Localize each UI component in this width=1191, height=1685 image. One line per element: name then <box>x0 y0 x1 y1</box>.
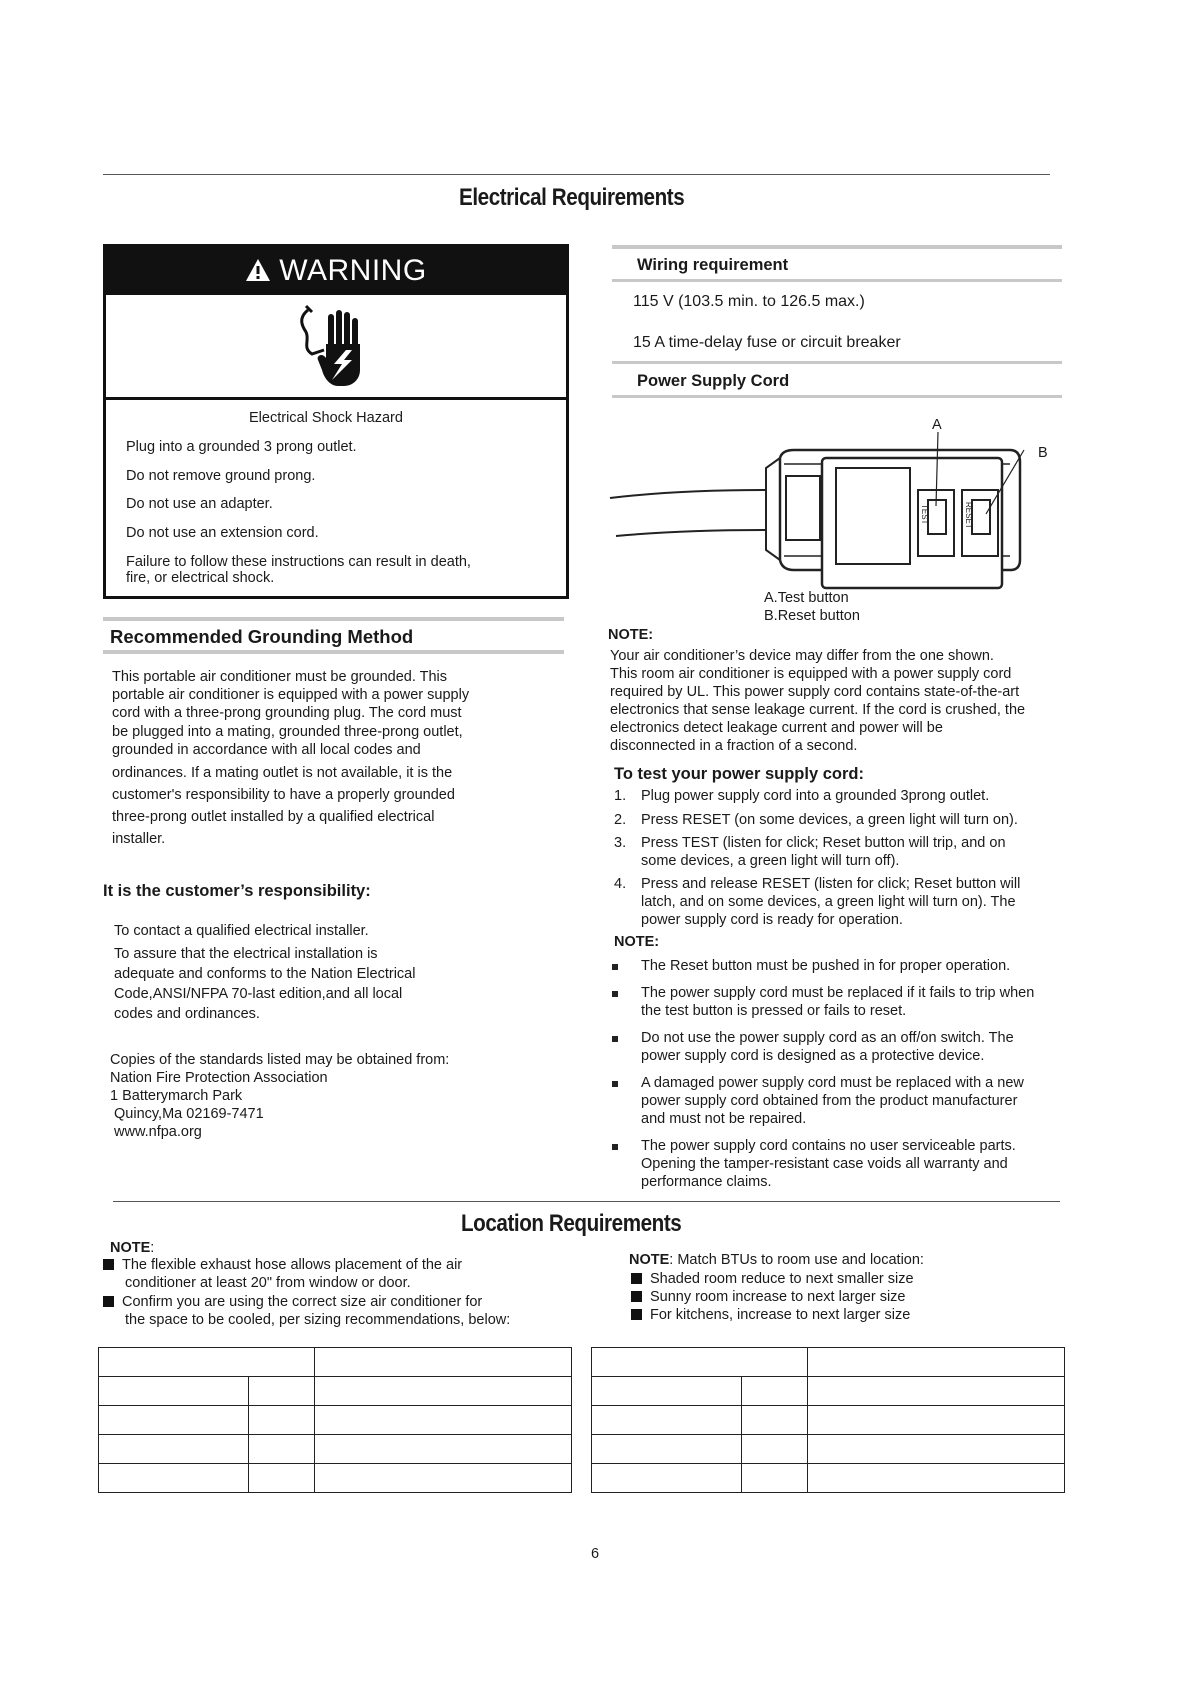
location-bullet-2-line-2: the space to be cooled, per sizing recommendations, below: <box>125 1312 511 1328</box>
grounding-para-8: three-prong outlet installed by a qualified electrical <box>112 809 435 825</box>
responsibility-line-3: adequate and conforms to the Nation Electrical <box>114 966 416 982</box>
copies-line-4: Quincy,Ma 02169-7471 <box>114 1106 264 1122</box>
note-item-1-line-1: The Reset button must be pushed in for proper operation. <box>641 958 1011 974</box>
warning-title-text: WARNING <box>279 254 427 287</box>
btu-bullet-3 <box>631 1306 910 1324</box>
note-line-6: disconnected in a fraction of a second. <box>610 738 858 754</box>
btu-note-text: : Match BTUs to room use and location: <box>669 1252 924 1268</box>
step-3-line-1: Press TEST (listen for click; Reset button will trip, and on <box>641 835 1006 851</box>
warning-line-4: Do not use an extension cord. <box>126 525 319 541</box>
note-item-4-line-3: and must not be repaired. <box>641 1111 807 1127</box>
table-row <box>99 1348 572 1377</box>
responsibility-line-1: To contact a qualified electrical installer. <box>114 923 369 939</box>
note-item-2-line-1: The power supply cord must be replaced if it fails to trip when <box>641 985 1035 1001</box>
note-line-2: This room air conditioner is equipped with a power supply cord <box>610 666 1012 682</box>
copies-line-2: Nation Fire Protection Association <box>110 1070 328 1086</box>
grounding-heading: Recommended Grounding Method <box>110 626 414 647</box>
cord-top-bar <box>612 361 1062 364</box>
warning-hazard-label: Electrical Shock Hazard <box>249 410 403 426</box>
note-item-2-line-2: the test button is pressed or fails to reset. <box>641 1003 907 1019</box>
note2-label: NOTE: <box>614 934 660 950</box>
test-button-text: TEST <box>920 504 929 525</box>
btu-note <box>629 1251 924 1269</box>
grounding-para-3: cord with a three-prong grounding plug. The cord must <box>112 705 462 721</box>
warning-line-2: Do not remove ground prong. <box>126 468 316 484</box>
warning-title <box>106 254 566 288</box>
square-bullet-icon <box>103 1259 114 1270</box>
cord-bottom-bar <box>612 395 1062 398</box>
grounding-para-4: be plugged into a mating, grounded three-prong outlet, <box>112 724 463 740</box>
location-note-colon: : <box>150 1240 155 1256</box>
step-4-line-2: latch, and on some devices, a green light will turn on). The <box>641 894 1016 910</box>
table-row <box>592 1464 1065 1493</box>
responsibility-line-4: Code,ANSI/NFPA 70-last edition,and all local <box>114 986 403 1002</box>
location-rule <box>113 1201 1060 1202</box>
warning-line-3: Do not use an adapter. <box>126 496 273 512</box>
sizing-table-left <box>98 1347 572 1493</box>
callout-b: B <box>1038 445 1048 461</box>
responsibility-heading: It is the customer’s responsibility: <box>103 882 371 900</box>
legend-test-button: A.Test button <box>764 590 849 606</box>
grounding-para-1: This portable air conditioner must be grounded. This <box>112 669 448 685</box>
grounding-para-5: grounded in accordance with all local codes and <box>112 742 421 758</box>
wiring-fuse: 15 A time-delay fuse or circuit breaker <box>633 334 901 351</box>
warning-line-1: Plug into a grounded 3 prong outlet. <box>126 439 357 455</box>
location-bullet-1-text: The flexible exhaust hose allows placement of the air <box>122 1257 463 1273</box>
responsibility-line-2: To assure that the electrical installation is <box>114 946 378 962</box>
grounding-para-9: installer. <box>112 831 166 847</box>
copies-line-5: www.nfpa.org <box>114 1124 202 1140</box>
electric-shock-hand-icon <box>294 304 374 390</box>
location-bullet-1-line-1 <box>103 1256 462 1274</box>
grounding-para-6: ordinances. If a mating outlet is not available, it is the <box>112 765 453 781</box>
warning-failure-line-1: Failure to follow these instructions can result in death, <box>126 554 471 570</box>
grounding-para-7: customer's responsibility to have a properly grounded <box>112 787 455 803</box>
note-bullet-1 <box>612 964 618 970</box>
square-bullet-icon <box>631 1273 642 1284</box>
power-supply-cord-illustration <box>600 410 1070 600</box>
test-cord-heading: To test your power supply cord: <box>614 765 864 783</box>
note-line-1: Your air conditioner’s device may differ from the one shown. <box>610 648 994 664</box>
location-note-label <box>110 1239 154 1257</box>
table-row <box>99 1464 572 1493</box>
square-bullet-icon <box>631 1291 642 1302</box>
table-row <box>592 1348 1065 1377</box>
note-line-3: required by UL. This power supply cord contains state-of-the-art <box>610 684 1020 700</box>
note-bullet-5 <box>612 1144 618 1150</box>
note-item-5-line-2: Opening the tamper-resistant case voids all warranty and <box>641 1156 1008 1172</box>
location-note-label-text: NOTE <box>110 1240 151 1256</box>
grounding-bottom-bar <box>103 650 564 654</box>
note-bullet-2 <box>612 991 618 997</box>
note-line-5: electronics detect leakage current and power will be <box>610 720 943 736</box>
step-3-line-2: some devices, a green light will turn off). <box>641 853 900 869</box>
wiring-voltage: 115 V (103.5 min. to 126.5 max.) <box>633 293 865 310</box>
btu-note-label: NOTE <box>629 1252 670 1268</box>
btu-bullet-2-text: Sunny room increase to next larger size <box>650 1289 906 1305</box>
note-bullet-4 <box>612 1081 618 1087</box>
wiring-bottom-bar <box>612 279 1062 282</box>
copies-line-1: Copies of the standards listed may be obtained from: <box>110 1052 450 1068</box>
page-number: 6 <box>591 1546 600 1562</box>
table-row <box>99 1377 572 1406</box>
warning-box <box>103 244 569 599</box>
warning-header <box>106 247 566 295</box>
reset-button-text: RESET <box>964 502 973 529</box>
note-item-3-line-1: Do not use the power supply cord as an off/on switch. The <box>641 1030 1014 1046</box>
grounding-para-2: portable air conditioner is equipped with a power supply <box>112 687 470 703</box>
table-row <box>99 1406 572 1435</box>
location-bullet-2-text: Confirm you are using the correct size air conditioner for <box>122 1294 483 1310</box>
note-bullet-3 <box>612 1036 618 1042</box>
wiring-top-bar <box>612 245 1062 249</box>
callout-a: A <box>932 417 942 433</box>
step-4-number: 4. <box>614 876 627 892</box>
table-row <box>592 1377 1065 1406</box>
table-row <box>592 1406 1065 1435</box>
note-item-3-line-2: power supply cord is designed as a protective device. <box>641 1048 985 1064</box>
warning-divider <box>106 397 566 400</box>
note-label: NOTE: <box>608 627 654 643</box>
btu-bullet-1-text: Shaded room reduce to next smaller size <box>650 1271 914 1287</box>
table-row <box>592 1435 1065 1464</box>
square-bullet-icon <box>631 1309 642 1320</box>
warning-triangle-icon <box>245 258 271 282</box>
btu-bullet-1 <box>631 1270 914 1288</box>
warning-failure-line-2: fire, or electrical shock. <box>126 570 275 586</box>
note-item-4-line-1: A damaged power supply cord must be replaced with a new <box>641 1075 1024 1091</box>
table-row <box>99 1435 572 1464</box>
wiring-heading: Wiring requirement <box>637 256 789 274</box>
square-bullet-icon <box>103 1296 114 1307</box>
top-rule <box>103 174 1050 175</box>
step-4-line-1: Press and release RESET (listen for click; Reset button will <box>641 876 1021 892</box>
step-1-line-1: Plug power supply cord into a grounded 3prong outlet. <box>641 788 990 804</box>
note-line-4: electronics that sense leakage current. If the cord is crushed, the <box>610 702 1026 718</box>
note-item-4-line-2: power supply cord obtained from the product manufacturer <box>641 1093 1018 1109</box>
copies-line-3: 1 Batterymarch Park <box>110 1088 243 1104</box>
electrical-requirements-title: Electrical Requirements <box>459 184 685 211</box>
step-4-line-3: power supply cord is ready for operation. <box>641 912 903 928</box>
location-bullet-2-line-1 <box>103 1293 482 1311</box>
sizing-table-right <box>591 1347 1065 1493</box>
grounding-top-bar <box>103 617 564 621</box>
power-cord-heading: Power Supply Cord <box>637 372 790 390</box>
step-2-number: 2. <box>614 812 627 828</box>
responsibility-line-5: codes and ordinances. <box>114 1006 260 1022</box>
note-item-5-line-3: performance claims. <box>641 1174 772 1190</box>
btu-bullet-3-text: For kitchens, increase to next larger size <box>650 1307 911 1323</box>
note-item-5-line-1: The power supply cord contains no user serviceable parts. <box>641 1138 1016 1154</box>
location-bullet-1-line-2: conditioner at least 20" from window or door. <box>125 1275 411 1291</box>
step-3-number: 3. <box>614 835 627 851</box>
legend-reset-button: B.Reset button <box>764 608 860 624</box>
step-1-number: 1. <box>614 788 627 804</box>
btu-bullet-2 <box>631 1288 906 1306</box>
location-requirements-title: Location Requirements <box>461 1210 682 1237</box>
step-2-line-1: Press RESET (on some devices, a green light will turn on). <box>641 812 1018 828</box>
